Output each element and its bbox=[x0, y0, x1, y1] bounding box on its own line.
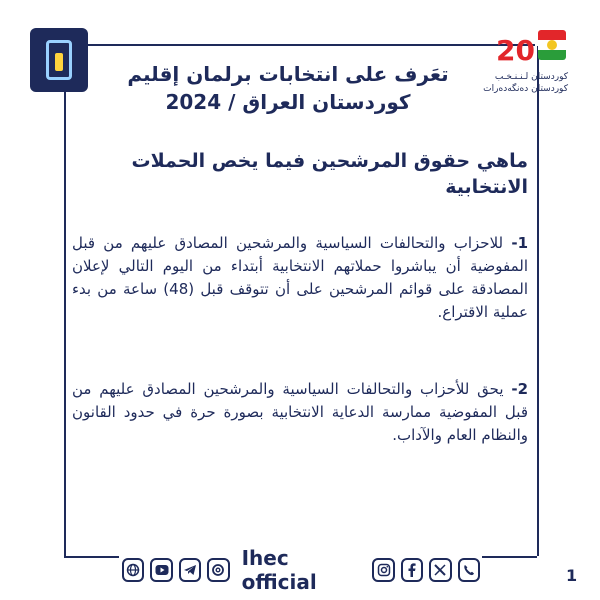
x-icon[interactable] bbox=[429, 558, 451, 582]
title-line-1: تعَرف على انتخابات برلمان إقليم bbox=[127, 62, 449, 86]
title-line-2: كوردستان العراق / 2024 bbox=[165, 90, 411, 114]
frame-bottom-border-right bbox=[482, 556, 537, 558]
social-handle[interactable]: Ihec official bbox=[241, 546, 317, 594]
frame-bottom-border-left bbox=[64, 556, 119, 558]
kurdistan-election-logo bbox=[483, 28, 572, 102]
ihec-logo bbox=[30, 28, 88, 92]
page-number: 1 bbox=[566, 566, 578, 585]
logo-text-line1: كوردستان لـنـنـخـب bbox=[494, 72, 568, 82]
viber-icon[interactable] bbox=[458, 558, 480, 582]
point-1 bbox=[72, 232, 528, 324]
instagram-icon[interactable] bbox=[372, 558, 394, 582]
facebook-icon[interactable] bbox=[401, 558, 423, 582]
point-2 bbox=[72, 378, 528, 447]
globe-icon[interactable] bbox=[122, 558, 144, 582]
question-heading: ماهي حقوق المرشحين فيما يخص الحملات الانتخابية bbox=[131, 150, 528, 198]
logo-text-line2: كوردستان دەنگەدەرات bbox=[483, 84, 568, 94]
telegram-icon[interactable] bbox=[179, 558, 201, 582]
threads-icon[interactable] bbox=[207, 558, 229, 582]
page-title bbox=[118, 60, 458, 116]
social-footer bbox=[122, 546, 480, 594]
point-1-text: للاحزاب والتحالفات السياسية والمرشحين المصادق عليهم من قبل المفوضية أن يباشروا حملاتهم الانتخابية أبتداء من اليوم التالي لإعلان المصادقة على قوائم المرشحين على أن تتوقف قبل (48) ساعة من بدء عملية الاقتراع. bbox=[72, 234, 529, 321]
sun-icon bbox=[547, 40, 557, 50]
point-2-number: 2- bbox=[511, 380, 528, 398]
ballot-box-icon bbox=[46, 40, 72, 80]
point-1-number: 1- bbox=[511, 234, 528, 252]
point-2-text: يحق للأحزاب والتحالفات السياسية والمرشحين المصادق عليهم من قبل المفوضية ممارسة الدعاية الانتخابية بصورة حرة في حدود القانون والنظام العام والآداب. bbox=[72, 380, 528, 444]
youtube-icon[interactable] bbox=[150, 558, 172, 582]
logo-number: 20 bbox=[496, 34, 535, 67]
